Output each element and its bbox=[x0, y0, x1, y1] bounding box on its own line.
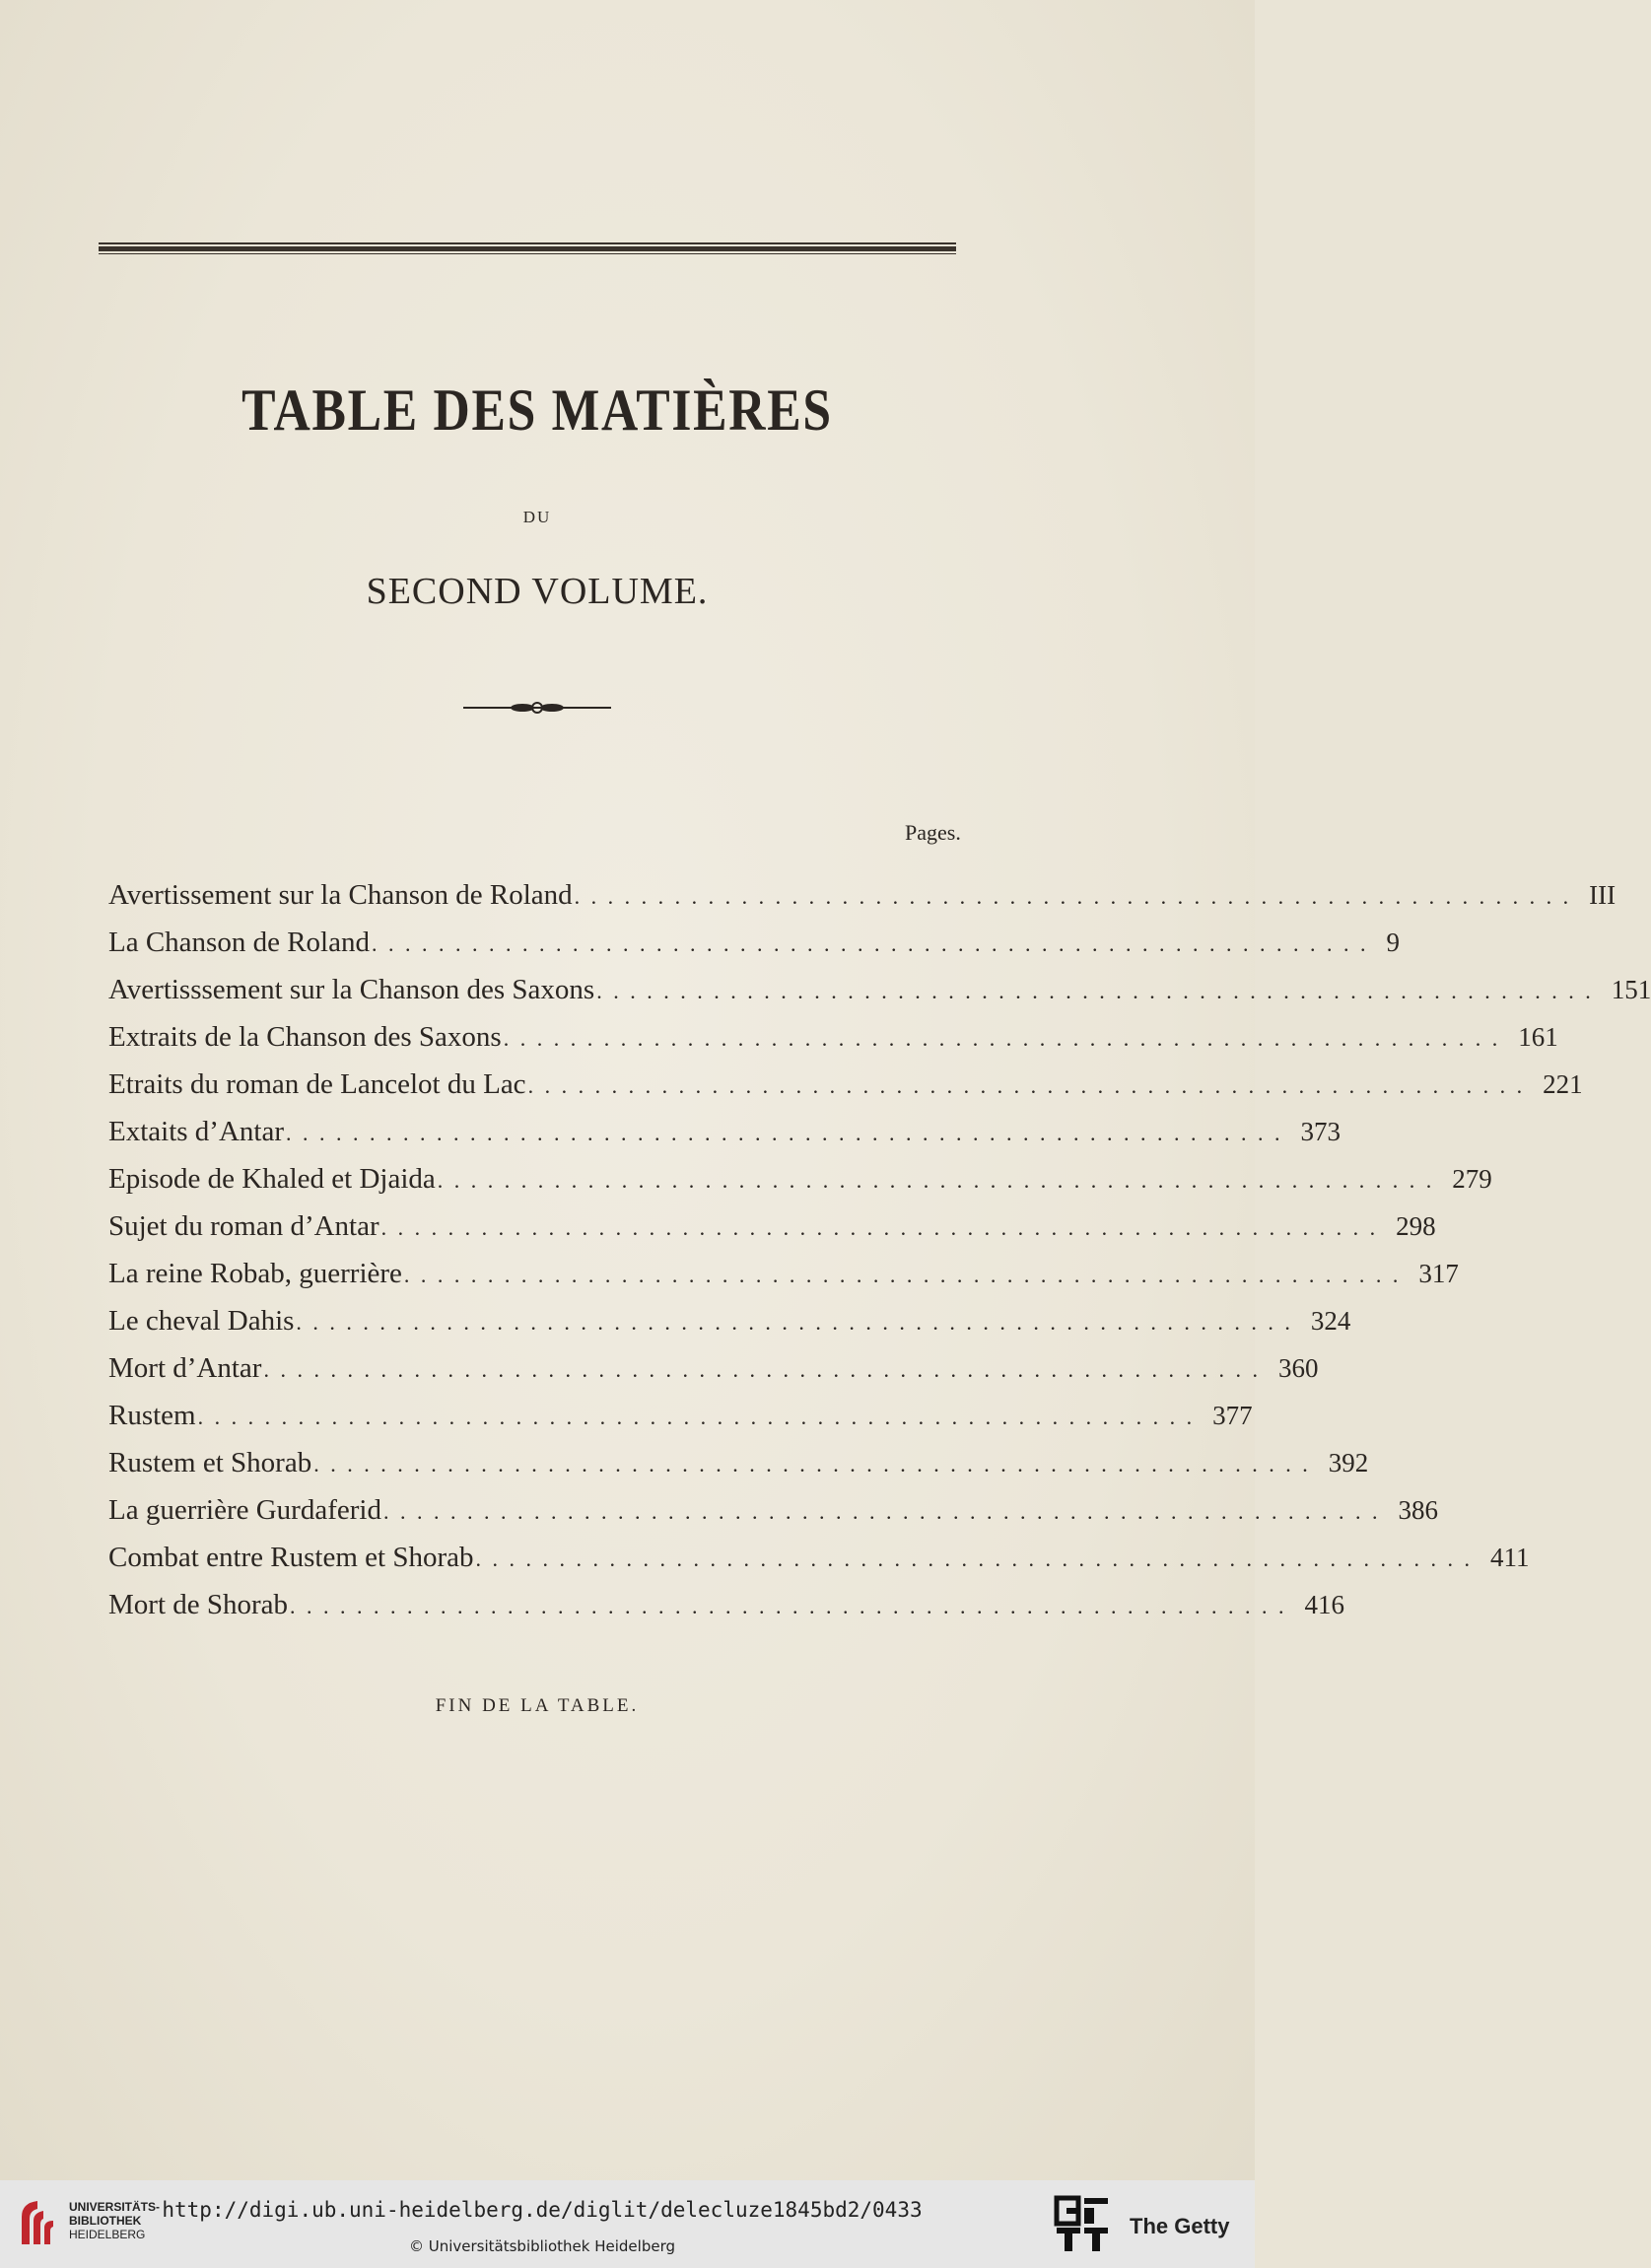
viewer-footer bbox=[0, 2180, 1255, 2268]
toc-entry bbox=[108, 1542, 1530, 1589]
toc-entry-title: Combat entre Rustem et Shorab bbox=[108, 1542, 474, 1573]
toc-entry-title: Etraits du roman de Lancelot du Lac bbox=[108, 1068, 526, 1100]
toc-entry-page: 360 bbox=[1277, 1353, 1319, 1383]
toc-entry-title: Extraits de la Chanson des Saxons bbox=[108, 1021, 502, 1053]
page-title: TABLE DES MATIÈRES bbox=[241, 378, 833, 443]
end-of-table-note: FIN DE LA TABLE. bbox=[435, 1695, 640, 1716]
toc-entry-title: Avertissement sur la Chanson de Roland bbox=[108, 879, 573, 911]
toc-entry-page: 161 bbox=[1518, 1022, 1558, 1052]
toc-entry-title: Le cheval Dahis bbox=[108, 1305, 295, 1337]
toc-entry bbox=[108, 1258, 1459, 1305]
toc-entry bbox=[108, 1447, 1369, 1494]
toc-entry-page: 221 bbox=[1543, 1069, 1583, 1099]
toc-leader-dots: . . . . . . . . . . . . . . . . . . . . . . . . . . . . . . . . . . . . . . . . . . . . . . . . . . . . . . . . . . . . bbox=[437, 1168, 1435, 1193]
ornament-divider bbox=[463, 700, 611, 716]
pages-column-header: Pages. bbox=[905, 820, 961, 845]
toc-entry-title: La Chanson de Roland bbox=[108, 927, 370, 958]
decorative-double-rule bbox=[99, 242, 956, 254]
toc-entry-page: 317 bbox=[1418, 1259, 1459, 1288]
toc-entry-page: 298 bbox=[1396, 1211, 1436, 1241]
toc-entry bbox=[108, 1163, 1492, 1210]
toc-leader-dots: . . . . . . . . . . . . . . . . . . . . . . . . . . . . . . . . . . . . . . . . . . . . . . . . . . . . . . . . . . . . bbox=[403, 1263, 1402, 1287]
toc-entry-title: La guerrière Gurdaferid bbox=[108, 1494, 381, 1526]
toc-entry-page: 392 bbox=[1328, 1448, 1369, 1478]
page-subtitle: SECOND VOLUME. bbox=[366, 571, 709, 612]
toc-entry-page: 151 bbox=[1611, 975, 1651, 1004]
toc-leader-dots: . . . . . . . . . . . . . . . . . . . . . . . . . . . . . . . . . . . . . . . . . . . . . . . . . . . . . . . . . . . . bbox=[285, 1121, 1283, 1145]
getty-label: The Getty bbox=[1130, 2214, 1230, 2238]
toc-entry-page: 373 bbox=[1300, 1117, 1341, 1146]
getty-logo-icon bbox=[1055, 2196, 1112, 2255]
toc-entry-title: Rustem et Shorab bbox=[108, 1447, 312, 1478]
toc-entry bbox=[108, 927, 1400, 974]
toc-entry bbox=[108, 1494, 1438, 1542]
toc-entry-page: 411 bbox=[1490, 1543, 1530, 1572]
toc-entry-title: Sujet du roman d’Antar bbox=[108, 1210, 379, 1242]
table-of-contents bbox=[108, 879, 1651, 1636]
toc-entry bbox=[108, 1021, 1558, 1068]
toc-entry-title: Mort d’Antar bbox=[108, 1352, 262, 1384]
toc-leader-dots: . . . . . . . . . . . . . . . . . . . . . . . . . . . . . . . . . . . . . . . . . . . . . . . . . . . . . . . . . . . . bbox=[313, 1452, 1311, 1477]
toc-entry-title: Episode de Khaled et Djaida bbox=[108, 1163, 436, 1195]
toc-entry-page: 324 bbox=[1310, 1306, 1351, 1336]
toc-leader-dots: . . . . . . . . . . . . . . . . . . . . . . . . . . . . . . . . . . . . . . . . . . . . . . . . . . . . . . . . . . . . bbox=[290, 1594, 1287, 1618]
toc-leader-dots: . . . . . . . . . . . . . . . . . . . . . . . . . . . . . . . . . . . . . . . . . . . . . . . . . . . . . . . . . . . . bbox=[197, 1405, 1196, 1429]
university-library-name: UNIVERSITÄTS- BIBLIOTHEK HEIDELBERG bbox=[69, 2200, 161, 2241]
toc-entry-page: III bbox=[1589, 880, 1617, 910]
toc-entry-title: La reine Robab, guerrière bbox=[108, 1258, 402, 1289]
toc-leader-dots: . . . . . . . . . . . . . . . . . . . . . . . . . . . . . . . . . . . . . . . . . . . . . . . . . . . . . . . . . . . . bbox=[596, 979, 1594, 1003]
toc-entry bbox=[108, 1068, 1583, 1116]
toc-entry bbox=[108, 974, 1651, 1021]
toc-entry-title: Avertisssement sur la Chanson des Saxons bbox=[108, 974, 595, 1005]
toc-entry-page: 279 bbox=[1452, 1164, 1492, 1194]
toc-leader-dots: . . . . . . . . . . . . . . . . . . . . . . . . . . . . . . . . . . . . . . . . . . . . . . . . . . . . . . . . . . . . bbox=[380, 1215, 1379, 1240]
toc-leader-dots: . . . . . . . . . . . . . . . . . . . . . . . . . . . . . . . . . . . . . . . . . . . . . . . . . . . . . . . . . . . . bbox=[371, 931, 1369, 956]
toc-entry bbox=[108, 1210, 1436, 1258]
permalink-url[interactable]: http://digi.ub.uni-heidelberg.de/diglit/delecluze1845bd2/0433 bbox=[162, 2198, 923, 2222]
toc-leader-dots: . . . . . . . . . . . . . . . . . . . . . . . . . . . . . . . . . . . . . . . . . . . . . . . . . . . . . . . . . . . . bbox=[574, 884, 1572, 909]
toc-entry bbox=[108, 1352, 1319, 1400]
toc-entry bbox=[108, 879, 1617, 927]
title-connector: DU bbox=[522, 508, 552, 526]
toc-entry bbox=[108, 1116, 1341, 1163]
toc-entry-title: Extaits d’Antar bbox=[108, 1116, 284, 1147]
toc-entry-page: 416 bbox=[1304, 1590, 1345, 1619]
toc-entry-page: 386 bbox=[1398, 1495, 1438, 1525]
toc-entry-title: Mort de Shorab bbox=[108, 1589, 289, 1620]
toc-entry bbox=[108, 1589, 1345, 1636]
toc-entry-title: Rustem bbox=[108, 1400, 196, 1431]
toc-leader-dots: . . . . . . . . . . . . . . . . . . . . . . . . . . . . . . . . . . . . . . . . . . . . . . . . . . . . . . . . . . . . bbox=[503, 1026, 1501, 1051]
toc-entry-page: 9 bbox=[1386, 928, 1400, 957]
toc-entry bbox=[108, 1400, 1253, 1447]
toc-leader-dots: . . . . . . . . . . . . . . . . . . . . . . . . . . . . . . . . . . . . . . . . . . . . . . . . . . . . . . . . . . . . bbox=[382, 1499, 1381, 1524]
toc-entry-page: 377 bbox=[1212, 1401, 1253, 1430]
toc-leader-dots: . . . . . . . . . . . . . . . . . . . . . . . . . . . . . . . . . . . . . . . . . . . . . . . . . . . . . . . . . . . . bbox=[263, 1357, 1261, 1382]
toc-leader-dots: . . . . . . . . . . . . . . . . . . . . . . . . . . . . . . . . . . . . . . . . . . . . . . . . . . . . . . . . . . . . bbox=[475, 1546, 1473, 1571]
toc-leader-dots: . . . . . . . . . . . . . . . . . . . . . . . . . . . . . . . . . . . . . . . . . . . . . . . . . . . . . . . . . . . . bbox=[296, 1310, 1293, 1335]
copyright-notice: © Universitätsbibliothek Heidelberg bbox=[408, 2237, 675, 2255]
toc-entry bbox=[108, 1305, 1351, 1352]
toc-leader-dots: . . . . . . . . . . . . . . . . . . . . . . . . . . . . . . . . . . . . . . . . . . . . . . . . . . . . . . . . . . . . bbox=[527, 1073, 1526, 1098]
